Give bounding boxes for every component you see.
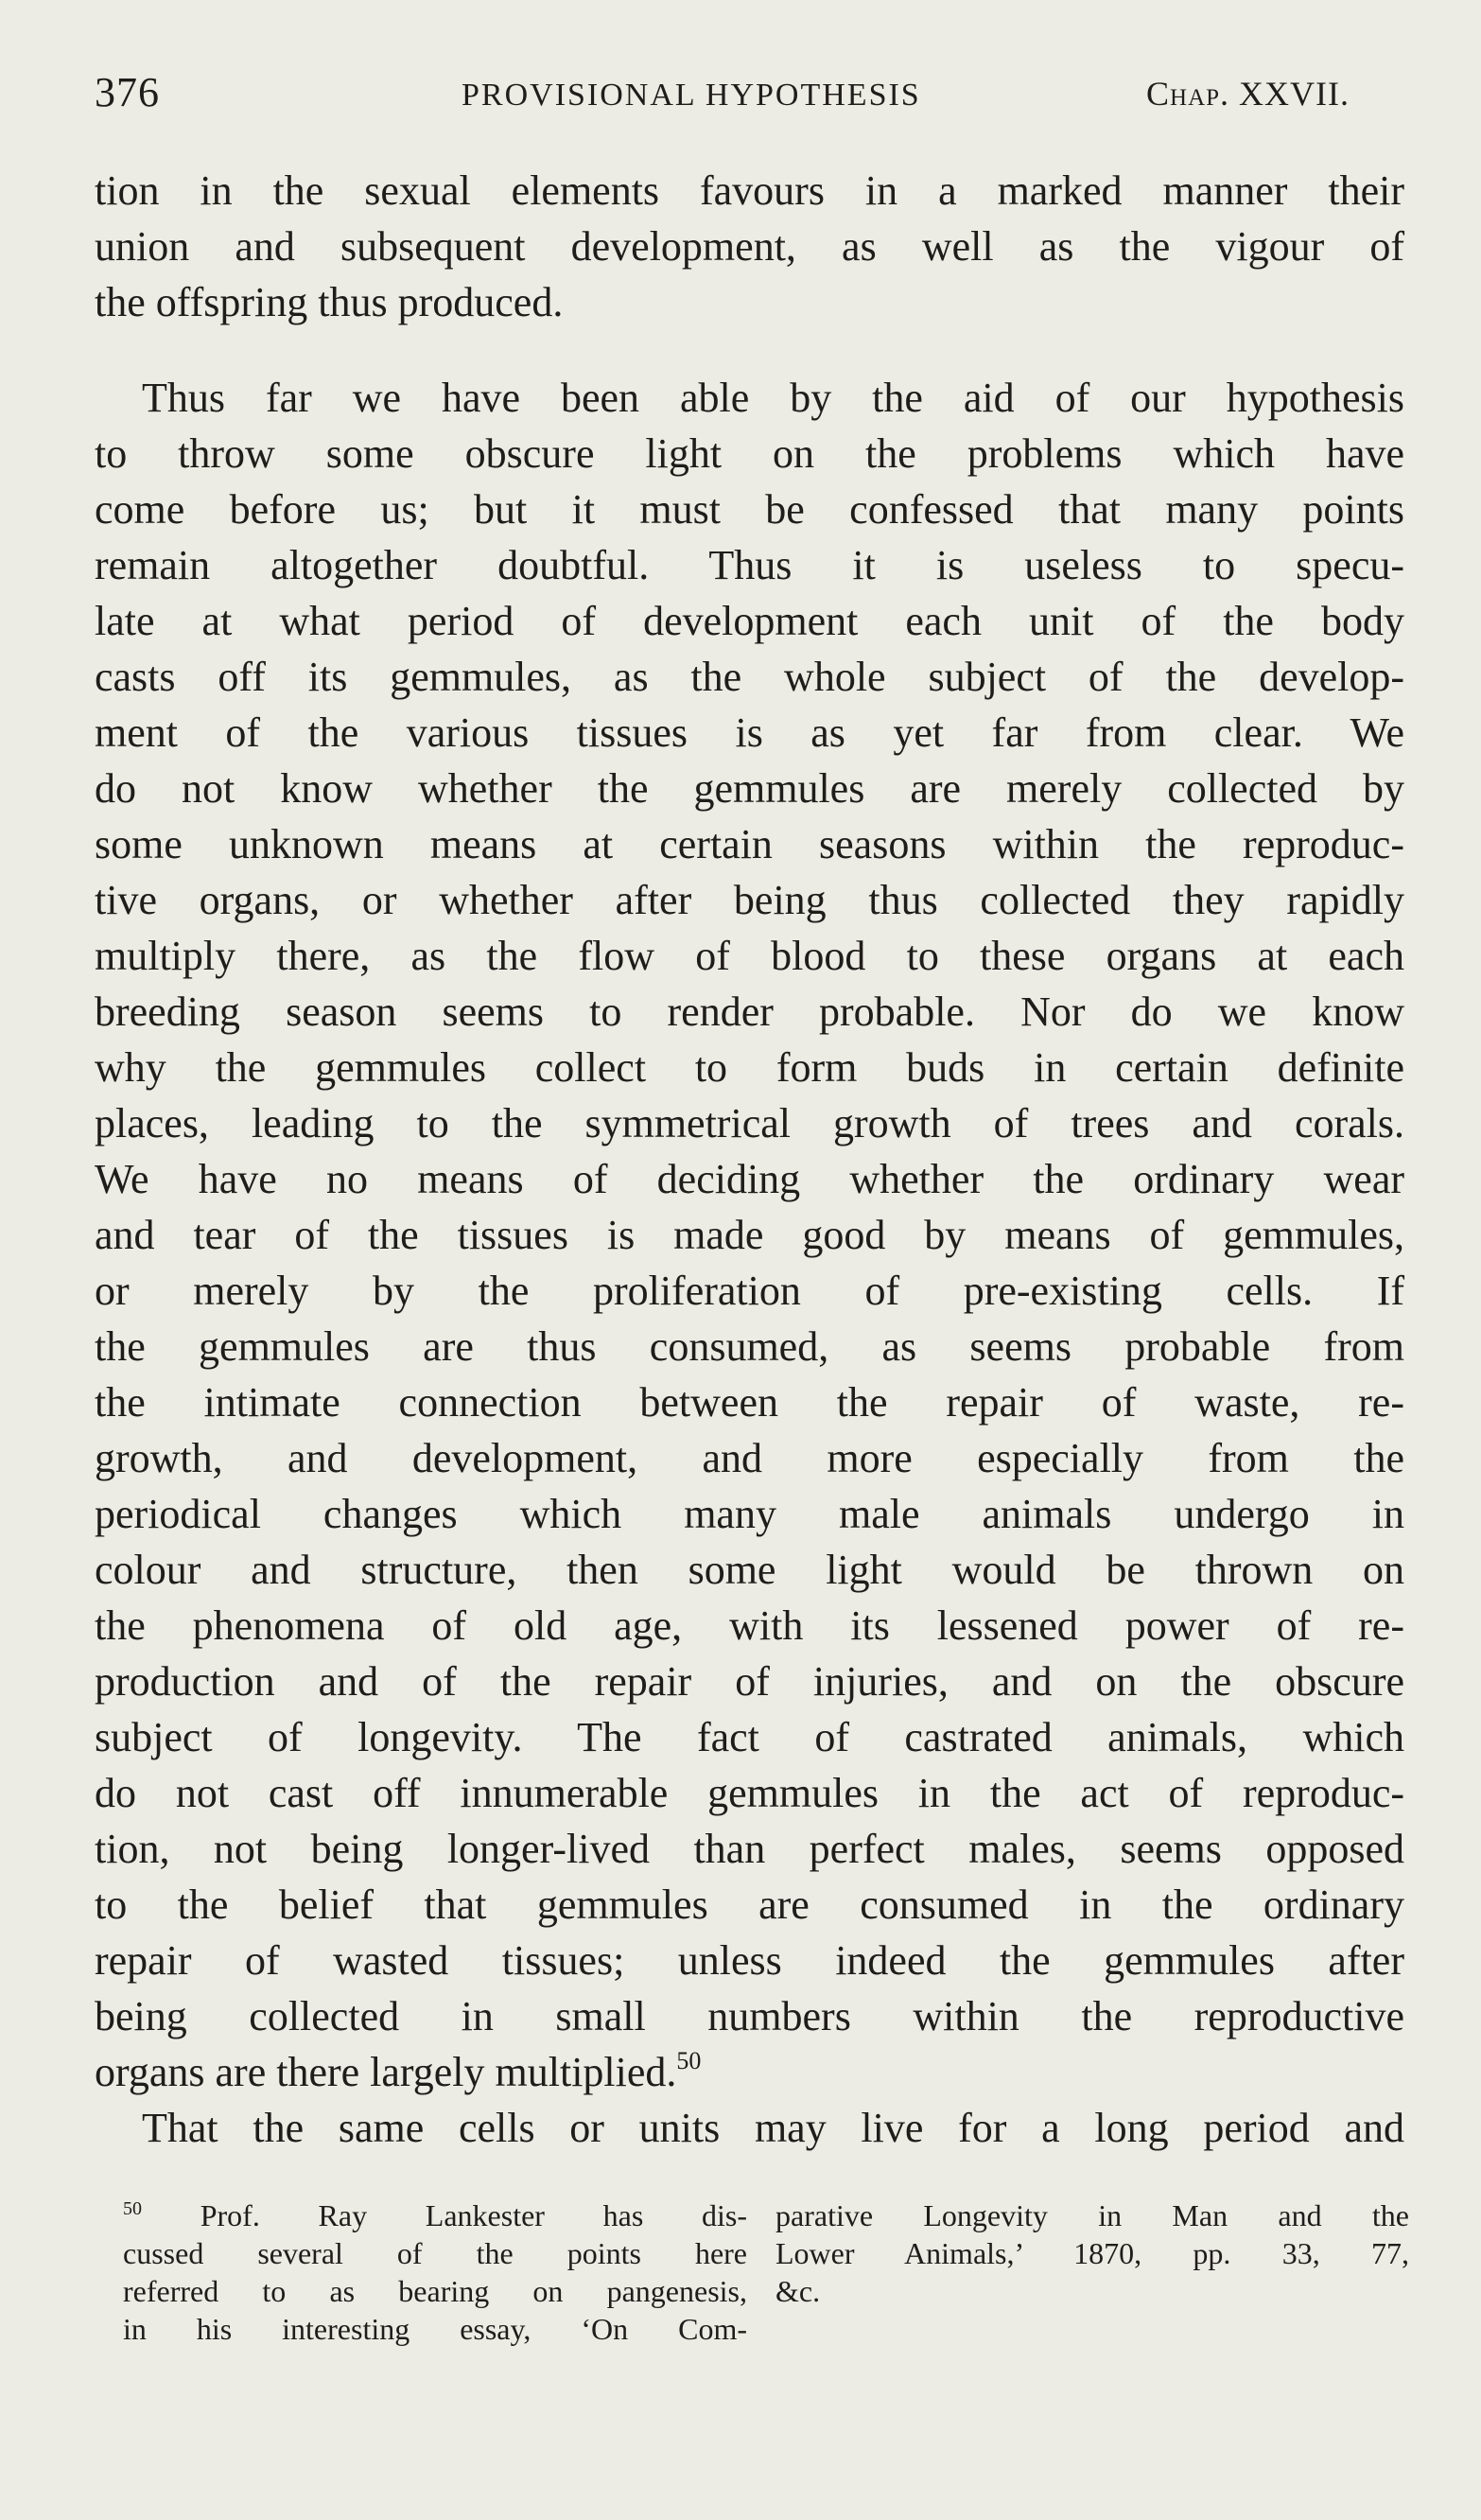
text-line: Thus far we have been able by the aid of our hypothesis (142, 375, 1404, 421)
text-line: tive organs, or whether after being thus collected they rapidly (95, 877, 1404, 923)
page-number: 376 (95, 69, 160, 115)
footnote-column-left (123, 2196, 747, 2348)
footnote-line: in his interesting essay, ‘On Com- (123, 2312, 747, 2346)
text-line: late at what period of development each unit of the body (95, 598, 1404, 644)
text-line: being collected in small numbers within the reproductive (95, 1993, 1404, 2039)
text-line: remain altogether doubtful. Thus it is useless to specu- (95, 542, 1404, 588)
text-line: some unknown means at certain seasons within the reproduc- (95, 821, 1404, 867)
text-line: the offspring thus produced. (95, 279, 564, 325)
running-head (95, 68, 1419, 125)
paragraph-1 (95, 163, 1404, 330)
text-line: the phenomena of old age, with its lessened power of re- (95, 1602, 1404, 1649)
text-line: That the same cells or units may live for a long period and (142, 2105, 1404, 2151)
text-line: production and of the repair of injuries, and on the obscure (95, 1658, 1404, 1705)
text-line: places, leading to the symmetrical growth of trees and corals. (95, 1100, 1404, 1146)
footnote-line (123, 2196, 747, 2234)
text-line: do not know whether the gemmules are merely collected by (95, 765, 1404, 812)
footnote-line: referred to as bearing on pangenesis, (123, 2274, 747, 2308)
chapter-label: Chap. XXVII. (1146, 75, 1350, 113)
text-line: and tear of the tissues is made good by means of gemmules, (95, 1212, 1404, 1258)
running-head-title: PROVISIONAL HYPOTHESIS (462, 78, 921, 113)
paragraph-2 (95, 370, 1404, 2100)
text-line: tion in the sexual elements favours in a marked manner their (95, 167, 1404, 214)
text-line: to the belief that gemmules are consumed in the ordinary (95, 1881, 1404, 1928)
footnote-text: Prof. Ray Lankester has dis- (200, 2198, 748, 2232)
text-line: organs are there largely multiplied. (95, 2049, 677, 2095)
text-line: breeding season seems to render probable. Nor do we know (95, 989, 1404, 1035)
text-line: We have no means of deciding whether the ordinary wear (95, 1156, 1404, 1202)
footnote-line: cussed several of the points here (123, 2236, 747, 2270)
footnote-line: parative Longevity in Man and the (775, 2198, 1409, 2232)
footnote-line: &c. (775, 2274, 821, 2308)
footnote-column-right (775, 2196, 1409, 2310)
paragraph-3 (95, 2100, 1404, 2156)
text-line: the gemmules are thus consumed, as seems probable from (95, 1323, 1404, 1370)
text-line: do not cast off innumerable gemmules in the act of reproduc- (95, 1770, 1404, 1816)
paragraph-spacing (95, 330, 1404, 370)
text-line: union and subsequent development, as well as the vigour of (95, 223, 1404, 270)
text-line: growth, and development, and more especially from the (95, 1435, 1404, 1481)
text-line: multiply there, as the flow of blood to these organs at each (95, 933, 1404, 979)
text-line: the intimate connection between the repair of waste, re- (95, 1379, 1404, 1426)
text-line: subject of longevity. The fact of castrated animals, which (95, 1714, 1404, 1760)
text-line: to throw some obscure light on the problems which have (95, 430, 1404, 477)
text-line: colour and structure, then some light would be thrown on (95, 1547, 1404, 1593)
text-line: repair of wasted tissues; unless indeed the gemmules after (95, 1937, 1404, 1984)
text-line: come before us; but it must be confessed that many points (95, 486, 1404, 533)
footnote-number: 50 (123, 2198, 142, 2219)
text-line: or merely by the proliferation of pre-existing cells. If (95, 1268, 1404, 1314)
text-line: why the gemmules collect to form buds in certain definite (95, 1044, 1404, 1091)
text-line: ment of the various tissues is as yet far from clear. We (95, 709, 1404, 756)
text-line: periodical changes which many male animals undergo in (95, 1491, 1404, 1537)
text-line: casts off its gemmules, as the whole subject of the develop- (95, 654, 1404, 700)
footnote-reference: 50 (676, 2047, 702, 2074)
footnotes (95, 2196, 1409, 2367)
text-line-with-footnote (95, 2044, 1404, 2100)
text-line: tion, not being longer-lived than perfect males, seems opposed (95, 1826, 1404, 1872)
footnote-line: Lower Animals,’ 1870, pp. 33, 77, (775, 2236, 1409, 2270)
body-text (95, 163, 1404, 2156)
